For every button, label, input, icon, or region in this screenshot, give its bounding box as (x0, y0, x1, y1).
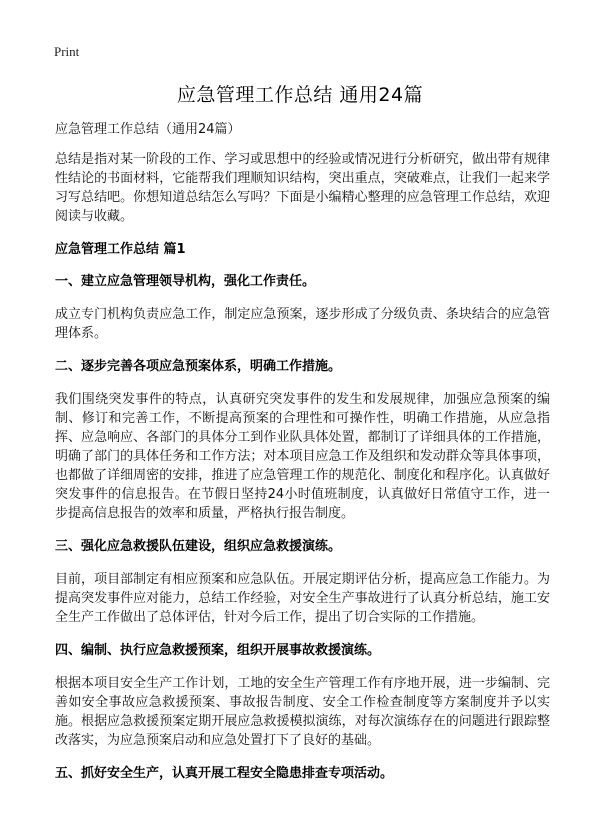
document-title: 应急管理工作总结 通用24篇 (176, 84, 424, 106)
heading-1: 一、建立应急管理领导机构，强化工作责任。 (55, 274, 316, 289)
intro-paragraph: 总结是指对某一阶段的工作、学习或思想中的经验或情况进行分析研究，做出带有规律性结论的书面材料，它能帮我们理顺知识结构，突出重点，突破难点，让我们一起来学习写总结吧。你想知道总结怎么写吗？下面是小编精心整理的应急管理工作总结，欢迎阅读与收藏。 (55, 152, 550, 224)
print-label[interactable]: Print (54, 44, 80, 59)
document-subtitle: 应急管理工作总结（通用24篇） (55, 122, 241, 137)
paragraph-3: 目前，项目部制定有相应预案和应急队伍。开展定期评估分析，提高应急工作能力。为提高突发事件应对能力，总结工作经验，对安全生产事故进行了认真分析总结，施工安全生产工作做出了总体评估，针对今后工作，提出了切合实际的工作措施。 (55, 572, 550, 625)
section-title: 应急管理工作总结 篇1 (55, 242, 186, 257)
heading-3: 三、强化应急救援队伍建设，组织应急救援演练。 (55, 539, 342, 554)
heading-2: 二、逐步完善各项应急预案体系，明确工作措施。 (55, 359, 342, 374)
document-body (55, 120, 550, 797)
paragraph-1: 成立专门机构负责应急工作，制定应急预案，逐步形成了分级负责、条块结合的应急管理体系。 (55, 307, 550, 341)
paragraph-2: 我们围绕突发事件的特点，认真研究突发事件的发生和发展规律，加强应急预案的编制、修订和完善工作，不断提高预案的合理性和可操作性，明确工作措施，从应急指挥、应急响应、各部门的具体分工到作业队具体处置，都制订了详细具体的工作措施，明确了部门的具体任务和工作方法；对本项目应急工作及组织和发动群众等具体事项，也都做了详细周密的安排，推进了应急管理工作的规范化、制度化和程序化。认真做好突发事件的信息报告。在节假日坚持24小时值班制度，认真做好日常值守工作，进一步提高信息报告的效率和质量，严格执行报告制度。 (55, 392, 550, 521)
heading-5: 五、抓好安全生产，认真开展工程安全隐患排查专项活动。 (55, 766, 394, 781)
heading-4: 四、编制、执行应急救援预案，组织开展事故救援演练。 (55, 643, 381, 658)
paragraph-4: 根据本项目安全生产工作计划，工地的安全生产管理工作有序地开展，进一步编制、完善如安全事故应急救援预案、事故报告制度、安全工作检查制度等方案制度并予以实施。根据应急救援预案定期开展应急救援模拟演练，对每次演练存在的问题进行跟踪整改落实，为应急预案启动和应急处置打下了良好的基础。 (55, 676, 550, 748)
